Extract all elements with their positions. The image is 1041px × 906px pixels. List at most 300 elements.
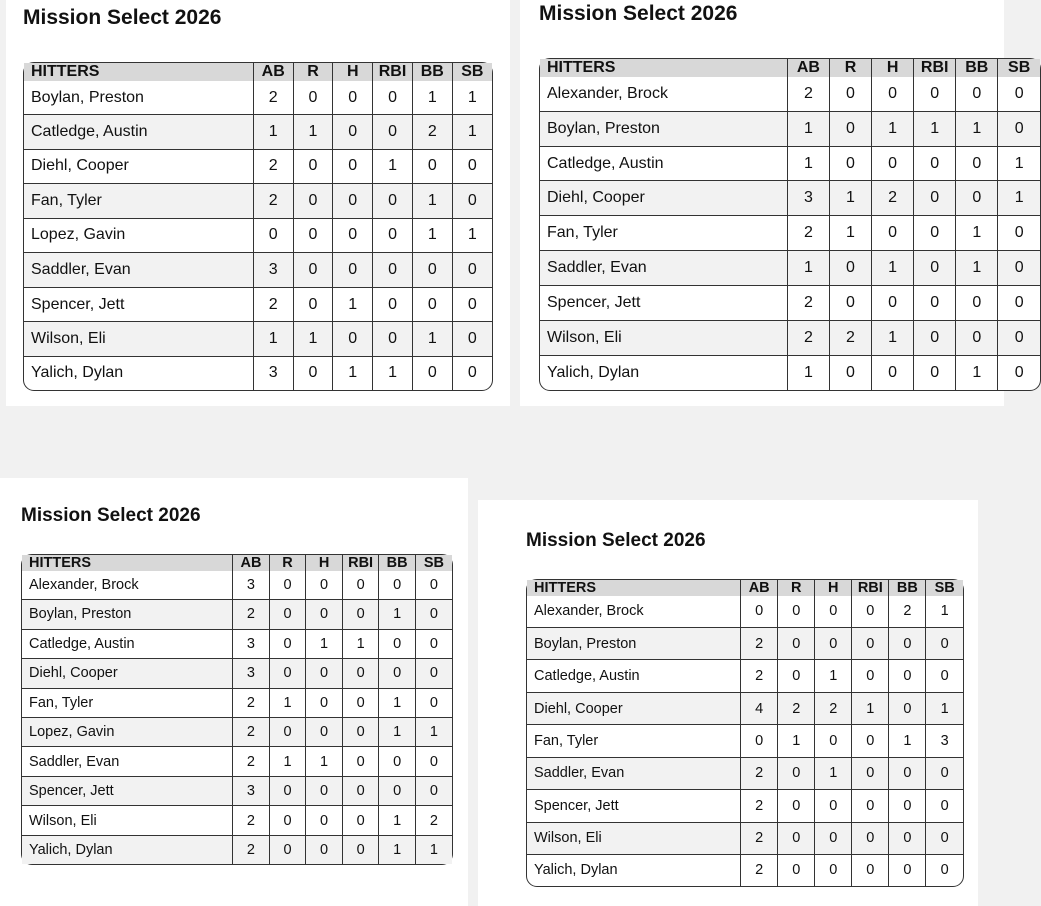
stat-rbi: 0 xyxy=(342,776,379,805)
stat-ab: 3 xyxy=(253,356,293,390)
player-name: Diehl, Cooper xyxy=(540,181,787,216)
stat-h: 0 xyxy=(815,725,852,757)
player-row xyxy=(540,216,1040,251)
player-name: Diehl, Cooper xyxy=(22,659,233,688)
stat-rbi: 0 xyxy=(852,725,889,757)
stat-h: 0 xyxy=(333,184,373,219)
stat-bb: 0 xyxy=(956,321,998,356)
column-header-hitters: HITTERS xyxy=(22,555,233,571)
player-name: Fan, Tyler xyxy=(22,688,233,717)
stat-ab: 2 xyxy=(233,717,270,746)
player-row xyxy=(22,717,452,746)
stat-r: 1 xyxy=(829,216,871,251)
column-header-bb: BB xyxy=(379,555,416,571)
stat-rbi: 0 xyxy=(914,146,956,181)
player-row xyxy=(24,322,492,357)
stat-ab: 0 xyxy=(253,218,293,253)
stat-h: 0 xyxy=(333,218,373,253)
stat-rbi: 0 xyxy=(373,253,413,288)
stat-bb: 0 xyxy=(889,822,926,854)
stat-bb: 0 xyxy=(956,77,998,111)
box-score-card-3 xyxy=(0,478,468,906)
stat-h: 0 xyxy=(872,286,914,321)
stat-bb: 1 xyxy=(379,600,416,629)
stat-r: 0 xyxy=(269,659,306,688)
stat-bb: 1 xyxy=(412,218,452,253)
stat-bb: 0 xyxy=(379,659,416,688)
stat-sb: 0 xyxy=(452,184,492,219)
column-header-sb: SB xyxy=(415,555,452,571)
stat-sb: 0 xyxy=(415,688,452,717)
stat-h: 0 xyxy=(306,688,343,717)
player-name: Saddler, Evan xyxy=(527,757,741,789)
column-header-sb: SB xyxy=(452,63,492,81)
player-name: Wilson, Eli xyxy=(24,322,253,357)
stat-h: 0 xyxy=(815,596,852,627)
stat-r: 1 xyxy=(269,747,306,776)
stat-bb: 0 xyxy=(956,286,998,321)
stat-h: 0 xyxy=(872,216,914,251)
stat-sb: 1 xyxy=(452,218,492,253)
stat-sb: 0 xyxy=(415,659,452,688)
stat-h: 0 xyxy=(306,806,343,835)
column-header-hitters: HITTERS xyxy=(540,59,787,77)
stat-ab: 2 xyxy=(233,835,270,864)
player-row xyxy=(540,286,1040,321)
player-row xyxy=(22,600,452,629)
stat-r: 0 xyxy=(778,660,815,692)
column-header-sb: SB xyxy=(998,59,1040,77)
stat-ab: 2 xyxy=(233,600,270,629)
player-name: Catledge, Austin xyxy=(22,629,233,658)
player-row xyxy=(22,571,452,600)
stat-sb: 0 xyxy=(998,77,1040,111)
stat-h: 1 xyxy=(306,629,343,658)
column-header-h: H xyxy=(306,555,343,571)
stat-rbi: 0 xyxy=(373,322,413,357)
player-row xyxy=(540,146,1040,181)
stat-ab: 2 xyxy=(253,81,293,115)
stat-bb: 2 xyxy=(412,115,452,150)
stat-sb: 2 xyxy=(415,806,452,835)
column-header-hitters: HITTERS xyxy=(24,63,253,81)
player-name: Diehl, Cooper xyxy=(527,692,741,724)
stat-r: 1 xyxy=(293,115,333,150)
player-row xyxy=(22,835,452,864)
player-name: Spencer, Jett xyxy=(22,776,233,805)
stat-bb: 0 xyxy=(412,287,452,322)
player-name: Fan, Tyler xyxy=(24,184,253,219)
stats-table-frame xyxy=(539,58,1041,391)
player-row xyxy=(540,111,1040,146)
box-score-card-4 xyxy=(478,500,978,906)
stat-h: 0 xyxy=(815,822,852,854)
stat-bb: 1 xyxy=(956,216,998,251)
stat-rbi: 0 xyxy=(914,181,956,216)
stat-sb: 0 xyxy=(940,862,949,879)
column-header-h: H xyxy=(815,580,852,596)
player-row xyxy=(24,81,492,115)
stat-sb: 0 xyxy=(998,111,1040,146)
column-header-rbi: RBI xyxy=(342,555,379,571)
stat-rbi: 0 xyxy=(914,321,956,356)
player-name: Diehl, Cooper xyxy=(24,149,253,184)
stat-ab: 2 xyxy=(741,854,778,886)
player-row xyxy=(22,688,452,717)
stat-r: 0 xyxy=(293,356,333,390)
stat-r: 0 xyxy=(269,629,306,658)
stat-sb: 0 xyxy=(926,822,963,854)
stat-ab: 3 xyxy=(787,181,829,216)
stat-ab: 0 xyxy=(741,725,778,757)
stat-r: 0 xyxy=(778,790,815,822)
stat-r: 0 xyxy=(293,218,333,253)
stat-r: 0 xyxy=(829,356,871,390)
stat-bb: 0 xyxy=(412,253,452,288)
stat-sb: 1 xyxy=(415,717,452,746)
stat-r: 0 xyxy=(829,251,871,286)
stat-sb: 0 xyxy=(452,253,492,288)
player-row xyxy=(24,253,492,288)
stat-h: 0 xyxy=(306,776,343,805)
stat-bb: 1 xyxy=(412,322,452,357)
stat-ab: 1 xyxy=(787,146,829,181)
stat-rbi: 0 xyxy=(852,757,889,789)
stat-sb: 0 xyxy=(1014,364,1024,382)
stat-bb: 2 xyxy=(889,596,926,627)
stat-rbi: 0 xyxy=(373,184,413,219)
stat-bb: 1 xyxy=(379,806,416,835)
stat-h: 1 xyxy=(815,660,852,692)
player-name: Fan, Tyler xyxy=(540,216,787,251)
stat-r: 0 xyxy=(293,253,333,288)
stat-r: 0 xyxy=(778,822,815,854)
player-row xyxy=(24,149,492,184)
player-name: Wilson, Eli xyxy=(22,806,233,835)
stat-rbi: 0 xyxy=(852,822,889,854)
stat-ab: 2 xyxy=(741,627,778,659)
box-score-card-2 xyxy=(520,0,1031,406)
stat-rbi: 0 xyxy=(852,790,889,822)
stat-sb: 3 xyxy=(926,725,963,757)
stat-rbi: 0 xyxy=(914,356,956,390)
player-name: Boylan, Preston xyxy=(24,81,253,115)
stat-sb: 0 xyxy=(452,287,492,322)
column-header-ab: AB xyxy=(741,580,778,596)
stat-r: 0 xyxy=(778,596,815,627)
stat-rbi: 0 xyxy=(342,688,379,717)
stat-bb: 0 xyxy=(889,757,926,789)
stat-sb: 1 xyxy=(998,146,1040,181)
stat-r: 0 xyxy=(778,854,815,886)
player-row xyxy=(22,806,452,835)
stat-ab: 2 xyxy=(741,757,778,789)
card-title: Mission Select 2026 xyxy=(23,6,222,29)
stat-rbi: 1 xyxy=(373,149,413,184)
stat-bb: 1 xyxy=(412,184,452,219)
stat-rbi: 1 xyxy=(914,111,956,146)
stats-table-frame xyxy=(21,554,453,865)
stat-h: 2 xyxy=(872,181,914,216)
stat-rbi: 1 xyxy=(373,356,413,390)
stat-ab: 2 xyxy=(787,77,829,111)
column-header-sb: SB xyxy=(926,580,963,596)
player-name: Saddler, Evan xyxy=(540,251,787,286)
stat-sb: 1 xyxy=(926,692,963,724)
stat-sb: 0 xyxy=(998,286,1040,321)
column-header-rbi: RBI xyxy=(914,59,956,77)
stat-bb: 1 xyxy=(889,725,926,757)
player-name: Yalich, Dylan xyxy=(24,356,253,390)
hitters-stats-table xyxy=(540,59,1040,390)
stat-rbi: 0 xyxy=(342,659,379,688)
stat-ab: 0 xyxy=(741,596,778,627)
stat-rbi: 0 xyxy=(342,600,379,629)
player-row xyxy=(540,77,1040,111)
player-row xyxy=(527,692,963,724)
stat-r: 0 xyxy=(269,600,306,629)
stat-ab: 2 xyxy=(787,216,829,251)
player-name: Saddler, Evan xyxy=(22,747,233,776)
stat-bb: 0 xyxy=(412,356,452,390)
column-header-r: R xyxy=(778,580,815,596)
stat-sb: 0 xyxy=(415,571,452,600)
stat-ab: 2 xyxy=(233,688,270,717)
stat-sb: 0 xyxy=(998,251,1040,286)
header-row xyxy=(527,580,963,596)
column-header-h: H xyxy=(872,59,914,77)
stat-ab: 3 xyxy=(253,253,293,288)
stat-ab: 3 xyxy=(233,571,270,600)
stats-table-frame xyxy=(526,579,964,887)
player-name: Spencer, Jett xyxy=(24,287,253,322)
stat-r: 0 xyxy=(269,806,306,835)
stat-h: 0 xyxy=(333,322,373,357)
stat-bb: 1 xyxy=(412,81,452,115)
stat-h: 1 xyxy=(815,757,852,789)
header-row xyxy=(22,555,452,571)
stat-rbi: 0 xyxy=(373,218,413,253)
card-title: Mission Select 2026 xyxy=(526,530,706,551)
player-name: Catledge, Austin xyxy=(540,146,787,181)
stat-sb: 0 xyxy=(926,660,963,692)
stat-h: 0 xyxy=(306,571,343,600)
stat-bb: 0 xyxy=(956,146,998,181)
stat-r: 0 xyxy=(293,149,333,184)
stat-bb: 0 xyxy=(379,747,416,776)
player-name: Boylan, Preston xyxy=(527,627,741,659)
stat-h: 1 xyxy=(306,747,343,776)
stat-rbi: 0 xyxy=(342,747,379,776)
header-row xyxy=(540,59,1040,77)
stat-ab: 2 xyxy=(787,321,829,356)
player-row xyxy=(527,822,963,854)
stat-ab: 2 xyxy=(233,747,270,776)
stat-ab: 2 xyxy=(741,660,778,692)
stat-h: 1 xyxy=(872,251,914,286)
stat-rbi: 0 xyxy=(373,81,413,115)
stat-rbi: 1 xyxy=(342,629,379,658)
player-name: Catledge, Austin xyxy=(527,660,741,692)
stat-bb: 1 xyxy=(956,251,998,286)
stat-h: 1 xyxy=(333,287,373,322)
stat-ab: 3 xyxy=(233,776,270,805)
column-header-r: R xyxy=(269,555,306,571)
stat-bb: 0 xyxy=(412,149,452,184)
stat-bb: 0 xyxy=(889,660,926,692)
column-header-rbi: RBI xyxy=(852,580,889,596)
stat-h: 0 xyxy=(306,600,343,629)
player-name: Boylan, Preston xyxy=(540,111,787,146)
stat-h: 0 xyxy=(333,81,373,115)
stat-bb: 0 xyxy=(956,181,998,216)
stat-rbi: 0 xyxy=(342,571,379,600)
stat-ab: 2 xyxy=(253,149,293,184)
stat-h: 0 xyxy=(872,356,914,390)
stat-rbi: 0 xyxy=(914,216,956,251)
stat-ab: 2 xyxy=(253,287,293,322)
player-name: Wilson, Eli xyxy=(527,822,741,854)
stat-ab: 3 xyxy=(233,659,270,688)
player-name: Boylan, Preston xyxy=(22,600,233,629)
stat-bb: 1 xyxy=(956,356,998,390)
stat-sb: 0 xyxy=(452,322,492,357)
stat-r: 1 xyxy=(293,322,333,357)
player-row xyxy=(22,776,452,805)
stat-ab: 2 xyxy=(741,822,778,854)
stat-r: 1 xyxy=(778,725,815,757)
column-header-r: R xyxy=(829,59,871,77)
stat-rbi: 0 xyxy=(852,660,889,692)
stat-h: 0 xyxy=(333,149,373,184)
stat-r: 0 xyxy=(293,81,333,115)
stat-h: 1 xyxy=(872,321,914,356)
stat-bb: 0 xyxy=(889,692,926,724)
player-row xyxy=(22,659,452,688)
player-name: Alexander, Brock xyxy=(540,77,787,111)
stat-rbi: 1 xyxy=(852,692,889,724)
stat-h: 0 xyxy=(306,659,343,688)
stat-rbi: 0 xyxy=(852,596,889,627)
stat-r: 0 xyxy=(269,571,306,600)
stat-rbi: 0 xyxy=(914,77,956,111)
stat-sb: 1 xyxy=(415,835,452,864)
player-row xyxy=(540,181,1040,216)
stat-sb: 1 xyxy=(452,115,492,150)
player-row xyxy=(24,218,492,253)
player-name: Spencer, Jett xyxy=(540,286,787,321)
box-score-card-1 xyxy=(6,0,510,406)
stat-rbi: 0 xyxy=(342,806,379,835)
column-header-bb: BB xyxy=(412,63,452,81)
stat-sb: 0 xyxy=(415,629,452,658)
player-name: Catledge, Austin xyxy=(24,115,253,150)
stat-ab: 3 xyxy=(233,629,270,658)
stat-bb: 1 xyxy=(379,688,416,717)
stat-sb: 0 xyxy=(998,216,1040,251)
stat-bb: 1 xyxy=(379,835,416,864)
stat-r: 0 xyxy=(269,776,306,805)
hitters-stats-table xyxy=(527,580,963,886)
player-name: Lopez, Gavin xyxy=(24,218,253,253)
stat-r: 0 xyxy=(829,286,871,321)
player-name: Spencer, Jett xyxy=(527,790,741,822)
column-header-bb: BB xyxy=(889,580,926,596)
header-row xyxy=(24,63,492,81)
stat-bb: 0 xyxy=(889,627,926,659)
player-row xyxy=(540,251,1040,286)
player-name: Yalich, Dylan xyxy=(540,356,787,390)
player-name: Wilson, Eli xyxy=(540,321,787,356)
column-header-ab: AB xyxy=(787,59,829,77)
stat-rbi: 0 xyxy=(342,717,379,746)
player-name: Alexander, Brock xyxy=(22,571,233,600)
stat-r: 0 xyxy=(829,111,871,146)
stat-h: 0 xyxy=(815,627,852,659)
hitters-stats-table xyxy=(22,555,452,864)
card-title: Mission Select 2026 xyxy=(539,2,738,25)
column-header-ab: AB xyxy=(253,63,293,81)
stat-bb: 0 xyxy=(379,776,416,805)
stat-rbi: 0 xyxy=(852,627,889,659)
player-row xyxy=(22,747,452,776)
stat-sb: 1 xyxy=(926,596,963,627)
stat-rbi: 0 xyxy=(914,251,956,286)
player-row xyxy=(24,115,492,150)
stat-h: 0 xyxy=(333,253,373,288)
player-name: Fan, Tyler xyxy=(527,725,741,757)
stat-ab: 1 xyxy=(253,115,293,150)
hitters-stats-table xyxy=(24,63,492,390)
stat-bb: 0 xyxy=(379,629,416,658)
stat-rbi: 0 xyxy=(373,287,413,322)
stat-sb: 0 xyxy=(467,364,477,382)
stat-ab: 1 xyxy=(787,251,829,286)
player-name: Yalich, Dylan xyxy=(527,854,741,886)
stat-sb: 0 xyxy=(926,757,963,789)
player-row xyxy=(527,757,963,789)
player-name: Lopez, Gavin xyxy=(22,717,233,746)
player-row xyxy=(527,725,963,757)
stat-sb: 0 xyxy=(998,321,1040,356)
stat-h: 1 xyxy=(872,111,914,146)
player-row xyxy=(527,596,963,627)
stat-r: 2 xyxy=(829,321,871,356)
stat-h: 0 xyxy=(333,115,373,150)
stat-rbi: 0 xyxy=(373,115,413,150)
player-row xyxy=(22,629,452,658)
stat-r: 0 xyxy=(293,287,333,322)
stat-r: 0 xyxy=(778,627,815,659)
stat-h: 0 xyxy=(815,790,852,822)
player-row xyxy=(24,287,492,322)
stat-bb: 0 xyxy=(379,571,416,600)
stat-h: 0 xyxy=(306,717,343,746)
stat-r: 1 xyxy=(829,181,871,216)
stat-ab: 1 xyxy=(787,356,829,390)
stat-sb: 0 xyxy=(452,149,492,184)
stat-r: 0 xyxy=(778,757,815,789)
column-header-rbi: RBI xyxy=(373,63,413,81)
stat-h: 1 xyxy=(333,356,373,390)
stat-sb: 0 xyxy=(926,790,963,822)
stat-h: 2 xyxy=(815,692,852,724)
stat-r: 0 xyxy=(293,184,333,219)
column-header-r: R xyxy=(293,63,333,81)
column-header-bb: BB xyxy=(956,59,998,77)
stat-h: 0 xyxy=(872,146,914,181)
stat-rbi: 0 xyxy=(342,835,379,864)
